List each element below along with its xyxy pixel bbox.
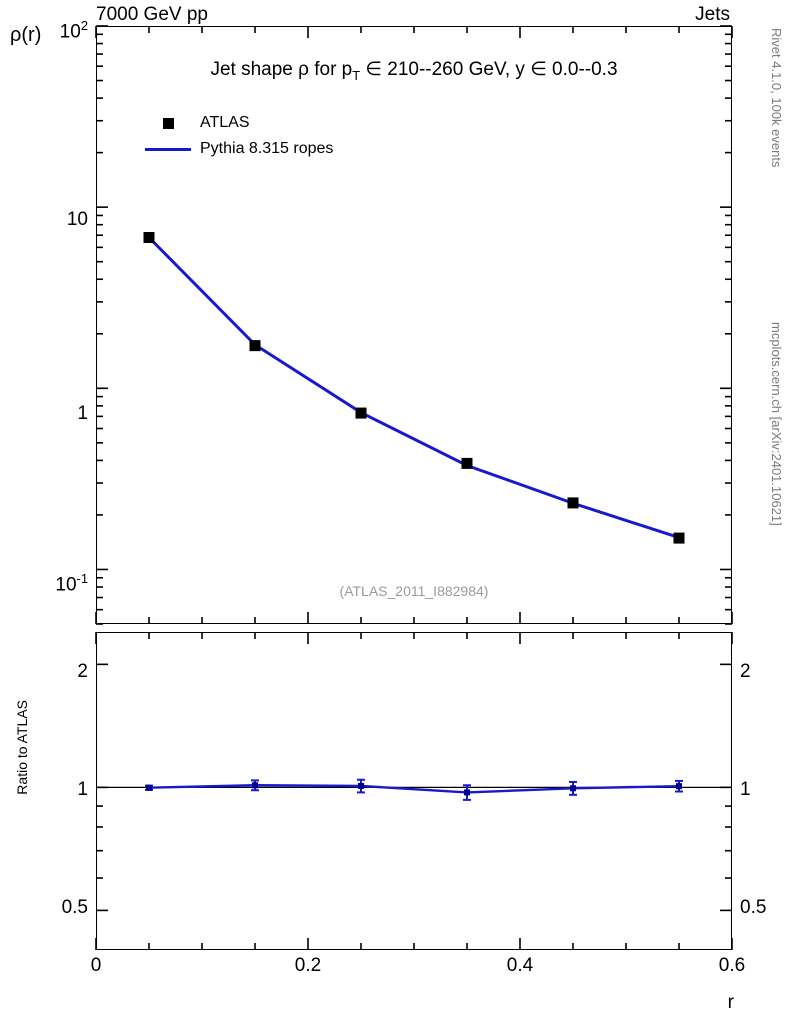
plot-title: [96, 58, 732, 83]
main-ytick-100: $10^2$: [59, 18, 88, 43]
xtick-0.6: 0.6: [718, 955, 746, 976]
plot-title-rho: ρ: [298, 59, 309, 80]
header-group-label: Jets: [695, 4, 730, 25]
main-ytick-1: 1: [77, 403, 88, 424]
main-y-axis-label: ρ(r): [10, 24, 42, 46]
ratio-ytick-0.5-left: 0.5: [61, 897, 88, 918]
ratio-ytick-2-right: 2: [740, 661, 751, 682]
arxiv-reference-caption: mcplots.cern.ch [arXiv:2401.10621]: [769, 322, 784, 526]
main-ytick-10: 10: [66, 209, 88, 230]
legend-label-atlas: ATLAS: [200, 114, 250, 131]
xtick-0.4: 0.4: [506, 955, 534, 976]
analysis-id-watermark: (ATLAS_2011_I882984): [339, 583, 489, 599]
x-axis-label: r: [727, 992, 734, 1013]
plot-title-pre: Jet shape: [210, 59, 299, 80]
legend-square-icon: [140, 118, 196, 129]
legend-line-icon: [140, 148, 196, 151]
legend-item-pythia: [140, 136, 333, 162]
header-beam-label: 7000 GeV pp: [96, 4, 208, 25]
rivet-version-caption: Rivet 4.1.0, 100k events: [769, 28, 784, 168]
xtick-0: 0: [90, 955, 102, 976]
main-ytick-0.1: $10^{-1}$: [55, 571, 88, 596]
plot-title-mid: for p: [308, 59, 353, 80]
xtick-0.2: 0.2: [294, 955, 322, 976]
ratio-ytick-2-left: 2: [77, 661, 88, 682]
legend-label-pythia: Pythia 8.315 ropes: [200, 140, 334, 157]
ratio-ytick-1-right: 1: [740, 779, 751, 800]
legend-item-atlas: [140, 110, 333, 136]
ratio-ytick-1-left: 1: [77, 779, 88, 800]
legend: [140, 110, 333, 162]
ratio-plot-area: [96, 632, 732, 950]
plot-title-post: ∈ 210--260 GeV, y ∈ 0.0--0.3: [360, 59, 618, 80]
plot-title-subscript: T: [352, 67, 361, 83]
ratio-ytick-0.5-right: 0.5: [740, 897, 767, 918]
ratio-y-axis-label: Ratio to ATLAS: [14, 700, 30, 795]
